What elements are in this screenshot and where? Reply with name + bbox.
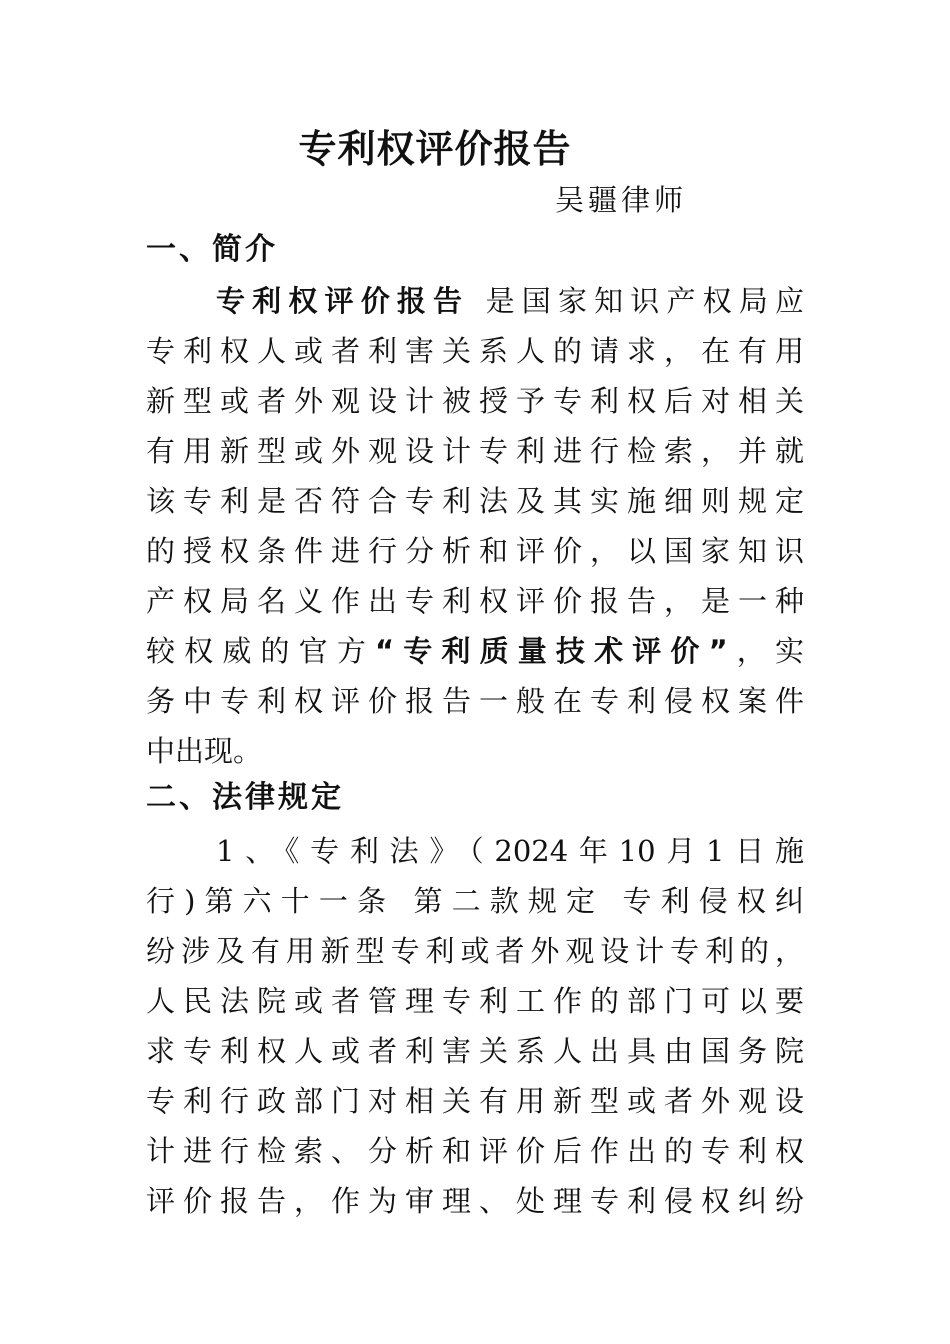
text-run: 是国家知识产权局应: [469, 284, 804, 318]
paragraph-line: [146, 276, 804, 326]
paragraph-line: [146, 626, 804, 676]
paragraph-line: 行)第六十一条 第二款规定 专利侵权纠: [146, 884, 804, 918]
bold-quote: “专利质量技术评价”: [375, 634, 728, 668]
paragraph-line: 计进行检索、分析和评价后作出的专利权: [146, 1134, 804, 1168]
paragraph-line: 产权局名义作出专利权评价报告，是一种: [146, 584, 804, 618]
paragraph-line: 求专利权人或者利害关系人出具由国务院: [146, 1034, 804, 1068]
paragraph-line: 中出现。: [146, 734, 263, 768]
paragraph-line: 纷涉及有用新型专利或者外观设计专利的，: [146, 934, 804, 968]
paragraph-line: 有用新型或外观设计专利进行检索，并就: [146, 434, 804, 468]
document-title: 专利权评价报告: [298, 127, 572, 171]
text-run: ，实: [727, 634, 804, 668]
legal-paragraph: [146, 826, 804, 1226]
author-name: 吴疆律师: [555, 183, 688, 217]
paragraph-line: 务中专利权评价报告一般在专利侵权案件: [146, 684, 804, 718]
paragraph-line: 的授权条件进行分析和评价，以国家知识: [146, 534, 804, 568]
paragraph-line: 该专利是否符合专利法及其实施细则规定: [146, 484, 804, 518]
paragraph-line: 评价报告，作为审理、处理专利侵权纠纷: [146, 1184, 804, 1218]
paragraph-line: 专利权人或者利害关系人的请求，在有用: [146, 334, 804, 368]
bold-term: 专利权评价报告: [216, 284, 470, 318]
paragraph-line: 专利行政部门对相关有用新型或者外观设: [146, 1084, 804, 1118]
intro-paragraph: [146, 276, 804, 776]
paragraph-line: 人民法院或者管理专利工作的部门可以要: [146, 984, 804, 1018]
section-heading-legal: 二、法律规定: [146, 780, 344, 815]
paragraph-line: 1、《专利法》（2024年10月1日施: [216, 834, 804, 868]
text-run: 较权威的官方: [146, 634, 376, 668]
section-heading-intro: 一、简介: [146, 232, 278, 267]
paragraph-line: 新型或者外观设计被授予专利权后对相关: [146, 384, 804, 418]
